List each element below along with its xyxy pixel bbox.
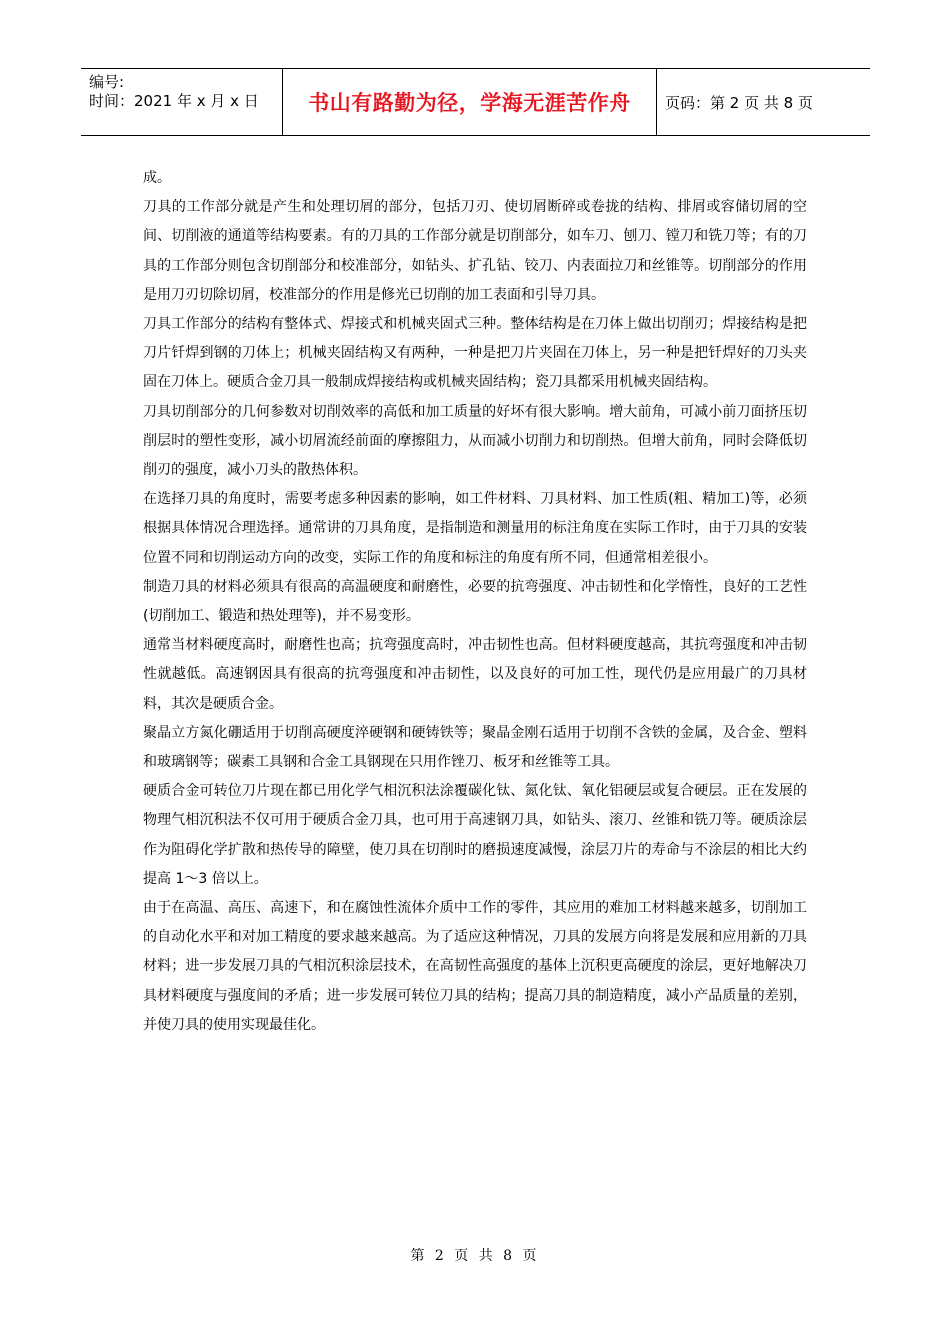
paragraph: 通常当材料硬度高时，耐磨性也高；抗弯强度高时，冲击韧性也高。但材料硬度越高，其抗弯强度和冲击韧性就越低。高速钢因具有很高的抗弯强度和冲击韧性，以及良好的可加工性，现代仍是应用最广的刀具材料，其次是硬质合金。 xyxy=(143,637,807,712)
paragraph: 刀具工作部分的结构有整体式、焊接式和机械夹固式三种。整体结构是在刀体上做出切削刃；焊接结构是把刀片钎焊到钢的刀体上；机械夹固结构又有两种，一种是把刀片夹固在刀体上，另一种是把钎焊好的刀头夹固在刀体上。硬质合金刀具一般制成焊接结构或机械夹固结构；瓷刀具都采用机械夹固结构。 xyxy=(143,316,807,391)
paragraph: 制造刀具的材料必须具有很高的高温硬度和耐磨性，必要的抗弯强度、冲击韧性和化学惰性，良好的工艺性(切削加工、锻造和热处理等)，并不易变形。 xyxy=(143,578,807,625)
header-meta-cell xyxy=(81,69,283,135)
document-body xyxy=(143,164,807,1040)
paragraph: 在选择刀具的角度时，需要考虑多种因素的影响，如工件材料、刀具材料、加工性质(粗、精加工)等，必须根据具体情况合理选择。通常讲的刀具角度，是指制造和测量用的标注角度在实际工作时，由于刀具的安装位置不同和切削运动方向的改变，实际工作的角度和标注的角度有所不同，但通常相差很小。 xyxy=(143,491,807,566)
footer-page-number: 第 2 页 共 8 页 xyxy=(410,1248,540,1264)
page-info-text: 页码：第 2 页 共 8 页 xyxy=(665,93,813,112)
paragraph: 硬质合金可转位刀片现在都已用化学气相沉积法涂覆碳化钛、氮化钛、氧化铝硬层或复合硬层。正在发展的物理气相沉积法不仅可用于硬质合金刀具，也可用于高速钢刀具，如钻头、滚刀、丝锥和铣刀等。硬质涂层作为阻碍化学扩散和热传导的障壁，使刀具在切削时的磨损速度减慢，涂层刀片的寿命与不涂层的相比大约提高 1～3 倍以上。 xyxy=(143,783,807,887)
serial-number-label: 编号: xyxy=(89,73,125,91)
paragraph: 刀具的工作部分就是产生和处理切屑的部分，包括刀刃、使切屑断碎或卷拢的结构、排屑或容储切屑的空间、切削液的通道等结构要素。有的刀具的工作部分就是切削部分，如车刀、刨刀、镗刀和铣刀等；有的刀具的工作部分则包含切削部分和校准部分，如钻头、扩孔钻、铰刀、内表面拉刀和丝锥等。切削部分的作用是用刀刃切除切屑，校准部分的作用是修光已切削的加工表面和引导刀具。 xyxy=(143,199,807,303)
page-info-cell xyxy=(657,69,870,135)
motto-text: 书山有路勤为径，学海无涯苦作舟 xyxy=(308,91,631,115)
document-header xyxy=(81,68,870,136)
paragraph: 刀具切削部分的几何参数对切削效率的高低和加工质量的好坏有很大影响。增大前角，可减小前刀面挤压切削层时的塑性变形，减小切屑流经前面的摩擦阻力，从而减小切削力和切削热。但增大前角，同时会降低切削刃的强度，减小刀头的散热体积。 xyxy=(143,403,807,479)
date-line: 时间：2021 年 x 月 x 日 xyxy=(89,92,259,110)
paragraph: 由于在高温、高压、高速下，和在腐蚀性流体介质中工作的零件，其应用的难加工材料越来越多，切削加工的自动化水平和对加工精度的要求越来越高。为了适应这种情况，刀具的发展方向将是发展和应用新的刀具材料；进一步发展刀具的气相沉积涂层技术，在高韧性高强度的基体上沉积更高硬度的涂层，更好地解决刀具材料硬度与强度间的矛盾；进一步发展可转位刀具的结构；提高刀具的制造精度，减小产品质量的差别，并使刀具的使用实现最佳化。 xyxy=(143,900,807,1033)
page-footer xyxy=(0,1245,950,1265)
motto-cell xyxy=(283,69,657,135)
paragraph: 聚晶立方氮化硼适用于切削高硬度淬硬钢和硬铸铁等；聚晶金刚石适用于切削不含铁的金属，及合金、塑料和玻璃钢等；碳素工具钢和合金工具钢现在只用作锉刀、板牙和丝锥等工具。 xyxy=(143,724,807,771)
paragraph: 成。 xyxy=(143,170,171,186)
